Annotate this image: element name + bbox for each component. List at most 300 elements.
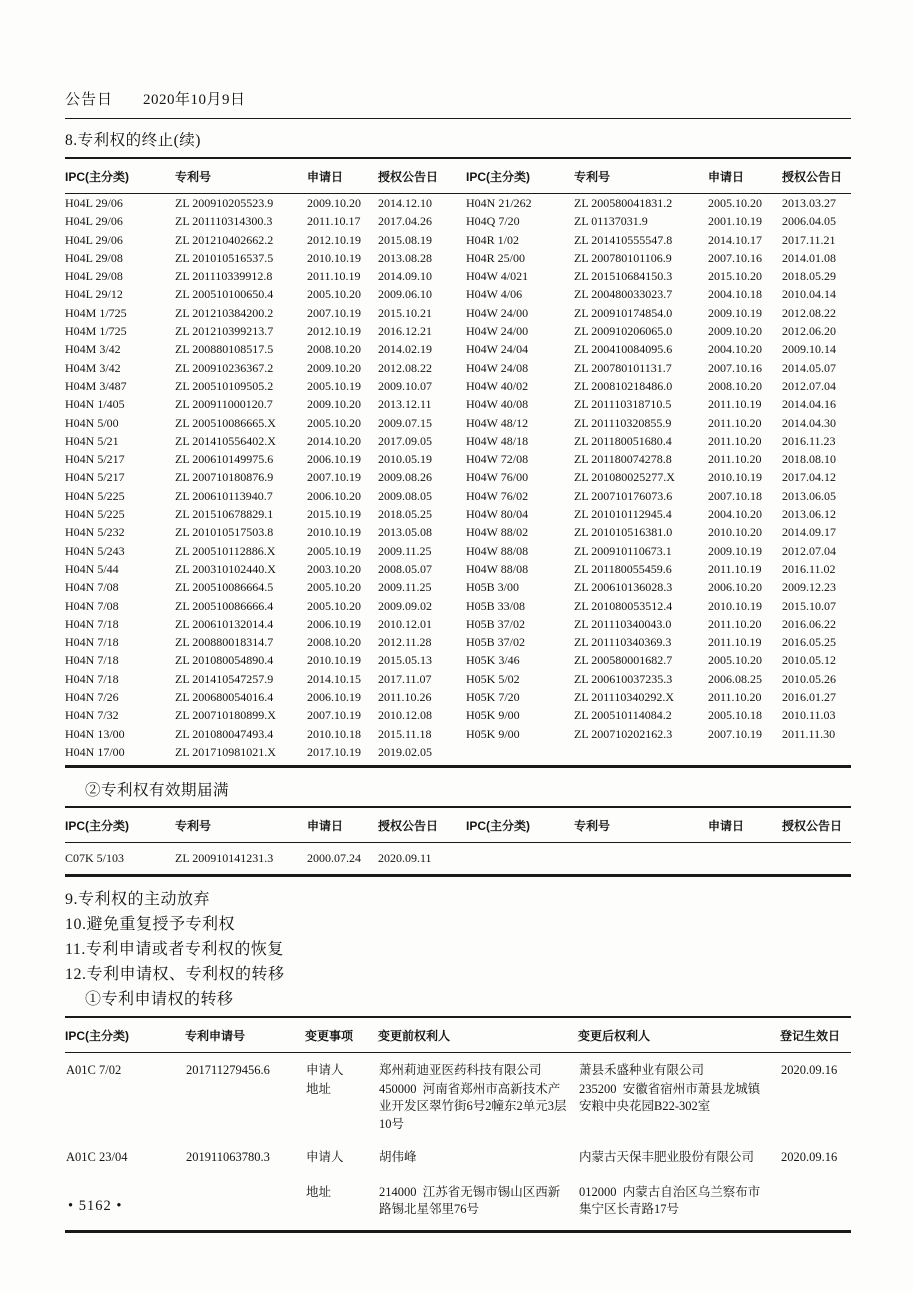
ipc-cell: H04L 29/06	[65, 196, 123, 210]
transfer-row	[65, 1053, 851, 1141]
filing-date-cell: 2006.08.25	[708, 671, 762, 686]
filing-date-cell: 2012.10.19	[307, 324, 361, 339]
filing-date-cell: 2009.10.20	[307, 196, 361, 210]
ipc-cell: H04N 21/262	[466, 196, 532, 210]
patent-number-cell: ZL 201410556402.X	[175, 433, 276, 448]
gazette-header	[65, 88, 851, 119]
section-8-title: 8.专利权的终止(续)	[65, 132, 201, 149]
ipc-cell: H05K 9/00	[466, 726, 520, 741]
patent-row	[65, 304, 851, 322]
grant-date-cell: 2016.11.23	[782, 433, 836, 448]
filing-date-cell: 2009.10.19	[708, 305, 762, 320]
transfer-header-row	[65, 1017, 851, 1053]
grant-date-cell: 2016.01.27	[782, 690, 836, 705]
grant-date-cell: 2020.09.11	[378, 851, 432, 866]
patent-number-cell: ZL 201080047493.4	[175, 726, 274, 741]
grant-date-cell: 2017.11.07	[378, 671, 432, 686]
patent-number-cell: ZL 200610136028.3	[574, 580, 673, 595]
change-item-label: 申请人	[306, 1063, 344, 1078]
filing-date-cell: 2009.10.20	[307, 397, 361, 412]
ipc-cell: H04W 24/04	[466, 342, 529, 357]
grant-date-cell: 2014.05.07	[782, 360, 836, 375]
column-header: 变更事项	[305, 1017, 378, 1053]
patent-number-cell: ZL 201510678829.1	[175, 507, 274, 522]
filing-date-cell: 2011.10.20	[708, 452, 762, 467]
ipc-cell: H04N 5/243	[65, 543, 125, 558]
patent-number-cell: ZL 200880018314.7	[175, 635, 274, 650]
filing-date-cell: 2012.10.19	[307, 232, 361, 247]
ipc-cell: H04W 4/021	[466, 269, 529, 284]
patent-row	[65, 560, 851, 578]
filing-date-cell: 2011.10.19	[307, 269, 361, 284]
ipc-cell: H04W 76/02	[466, 488, 529, 503]
grant-date-cell: 2014.04.30	[782, 415, 836, 430]
grant-date-cell: 2010.05.19	[378, 452, 432, 467]
patent-row	[65, 359, 851, 377]
patent-number-cell: ZL 200580041831.2	[574, 196, 673, 210]
address-after: 012000 内蒙古自治区乌兰察布市集宁区长青路17号	[579, 1184, 761, 1217]
expired-patents-table	[65, 806, 851, 877]
grant-date-cell: 2015.11.18	[378, 726, 432, 741]
patent-row	[65, 249, 851, 267]
change-item-label: 申请人	[306, 1150, 344, 1165]
column-header: 专利号	[175, 158, 307, 194]
ipc-cell: H04N 5/44	[65, 561, 119, 576]
filing-date-cell: 2011.10.17	[307, 214, 361, 229]
grant-date-cell: 2015.10.21	[378, 305, 432, 320]
filing-date-cell: 2017.10.19	[307, 744, 361, 759]
patent-number-cell: ZL 201110318710.5	[574, 397, 672, 412]
grant-date-cell: 2019.02.05	[378, 744, 432, 759]
ipc-cell: H04W 72/08	[466, 452, 529, 467]
patent-number-cell: ZL 200780101106.9	[574, 250, 672, 265]
filing-date-cell: 2001.10.19	[708, 214, 762, 229]
section-10-title: 10.避免重复授予专利权	[65, 916, 236, 934]
section-list	[65, 887, 851, 1012]
patent-number-cell	[574, 843, 708, 876]
address-after: 235200 安徽省宿州市萧县龙城镇安粮中央花园B22-302室	[579, 1081, 761, 1114]
ipc-cell: H04W 88/02	[466, 525, 529, 540]
grant-date-cell: 2010.11.03	[782, 708, 836, 723]
grant-date-cell: 2009.06.10	[378, 287, 432, 302]
patent-number-cell: ZL 201110340369.3	[574, 635, 672, 650]
ipc-cell: H04N 5/225	[65, 507, 125, 522]
application-transfer-table	[65, 1016, 851, 1233]
filing-date-cell: 2011.10.20	[708, 690, 762, 705]
ipc-cell: H04N 7/26	[65, 690, 119, 705]
column-header: 授权公告日	[782, 807, 851, 843]
filing-date-cell: 2005.10.20	[307, 415, 361, 430]
patent-row	[65, 597, 851, 615]
patent-number-cell: ZL 201180074278.8	[574, 452, 672, 467]
ipc-cell: H04N 5/217	[65, 470, 125, 485]
transfer-row	[65, 1140, 851, 1231]
column-header: IPC(主分类)	[65, 807, 175, 843]
patent-number-cell: ZL 201110320855.9	[574, 415, 672, 430]
grant-date-cell: 2014.09.17	[782, 525, 836, 540]
filing-date-cell: 2006.10.20	[307, 488, 361, 503]
patent-number-cell: ZL 200510114084.2	[574, 708, 672, 723]
patent-number-cell: ZL 200510109505.2	[175, 378, 274, 393]
patent-row	[65, 578, 851, 596]
ipc-cell: A01C 7/02	[66, 1063, 122, 1078]
patent-row	[65, 414, 851, 432]
filing-date-cell: 2005.10.19	[307, 378, 361, 393]
patent-row	[65, 725, 851, 743]
filing-date-cell: 2004.10.18	[708, 287, 762, 302]
ipc-cell: H04W 24/08	[466, 360, 529, 375]
gazette-date-value: 2020年10月9日	[143, 92, 246, 108]
ipc-cell: H04N 13/00	[65, 726, 125, 741]
grant-date-cell	[782, 843, 851, 876]
grant-date-cell: 2014.12.10	[378, 196, 432, 210]
patent-number-cell: ZL 200410084095.6	[574, 342, 673, 357]
grant-date-cell: 2009.07.15	[378, 415, 432, 430]
grant-date-cell: 2006.04.05	[782, 214, 836, 229]
transfer-table-body	[65, 1053, 851, 1232]
filing-date-cell: 2015.10.20	[708, 269, 762, 284]
column-header: 专利号	[175, 807, 307, 843]
grant-date-cell: 2016.06.22	[782, 616, 836, 631]
ipc-cell: H04N 5/232	[65, 525, 125, 540]
patent-number-cell: ZL 201080025277.X	[574, 470, 675, 485]
grant-date-cell: 2012.07.04	[782, 378, 836, 393]
patent-row	[65, 212, 851, 230]
filing-date-cell: 2009.10.20	[708, 324, 762, 339]
patent-number-cell: ZL 200680054016.4	[175, 690, 274, 705]
patent-number-cell: ZL 200910206065.0	[574, 324, 673, 339]
filing-date-cell: 2009.10.20	[307, 360, 361, 375]
column-header: 授权公告日	[782, 158, 851, 194]
patent-number-cell: ZL 201080053512.4	[574, 598, 673, 613]
patent-row	[65, 670, 851, 688]
patent-number-cell: ZL 201010516381.0	[574, 525, 673, 540]
ipc-cell: H04N 5/00	[65, 415, 119, 430]
patent-number-cell: ZL 201210402662.2	[175, 232, 274, 247]
patent-number-cell: ZL 200810218486.0	[574, 378, 673, 393]
filing-date-cell: 2005.10.20	[307, 580, 361, 595]
patent-number-cell	[574, 743, 708, 767]
column-header: 授权公告日	[378, 158, 466, 194]
filing-date-cell: 2010.10.18	[307, 726, 361, 741]
page-number: • 5162 •	[68, 1198, 123, 1214]
patent-number-cell: ZL 200910236367.2	[175, 360, 274, 375]
ipc-cell: H04W 40/02	[466, 378, 529, 393]
filing-date-cell: 2008.10.20	[708, 378, 762, 393]
change-item-label: 地址	[306, 1081, 332, 1096]
patent-number-cell: ZL 201010516537.5	[175, 250, 274, 265]
section-expired-title: ②专利权有效期届满	[85, 782, 230, 800]
patent-row	[65, 706, 851, 724]
patent-row	[65, 322, 851, 340]
ipc-cell: H04W 88/08	[466, 543, 529, 558]
patent-number-cell: ZL 200910205523.9	[175, 196, 274, 210]
ipc-cell: C07K 5/103	[65, 851, 125, 866]
ipc-cell: H04L 29/12	[65, 287, 123, 302]
filing-date-cell: 2011.10.20	[708, 415, 762, 430]
rights-holder-after: 萧县禾盛种业有限公司	[579, 1063, 705, 1078]
grant-date-cell: 2009.08.05	[378, 488, 432, 503]
ipc-cell	[466, 743, 574, 767]
ipc-cell: H04N 5/225	[65, 488, 125, 503]
patent-row	[65, 267, 851, 285]
filing-date-cell: 2011.10.20	[708, 616, 762, 631]
filing-date-cell: 2010.10.19	[307, 525, 361, 540]
ipc-cell: H04M 3/42	[65, 342, 121, 357]
patent-row	[65, 843, 851, 876]
patent-number-cell: ZL 201110339912.8	[175, 269, 273, 284]
patent-row	[65, 194, 851, 213]
grant-date-cell: 2015.05.13	[378, 653, 432, 668]
patent-number-cell: ZL 201710981021.X	[175, 744, 276, 759]
grant-date-cell: 2011.11.30	[782, 726, 836, 741]
column-header: 变更后权利人	[578, 1017, 780, 1053]
patent-number-cell: ZL 200610037235.3	[574, 671, 673, 686]
ipc-cell: H04N 7/32	[65, 708, 119, 723]
grant-date-cell	[782, 743, 851, 767]
ipc-cell: H04R 25/00	[466, 250, 526, 265]
column-header: IPC(主分类)	[466, 158, 574, 194]
ipc-cell: H04N 1/405	[65, 397, 125, 412]
change-details-grid	[305, 1053, 780, 1134]
ipc-cell: A01C 23/04	[66, 1150, 128, 1165]
filing-date-cell: 2010.10.19	[307, 250, 361, 265]
column-header: IPC(主分类)	[466, 807, 574, 843]
address-before: 214000 江苏省无锡市锡山区西新路锡北星邻里76号	[379, 1184, 561, 1217]
patent-row	[65, 615, 851, 633]
application-number-cell: 201911063780.3	[186, 1150, 270, 1165]
ipc-cell: H04W 76/00	[466, 470, 529, 485]
grant-date-cell: 2015.08.19	[378, 232, 432, 247]
patent-number-cell: ZL 200710176073.6	[574, 488, 673, 503]
patent-number-cell: ZL 201410555547.8	[574, 232, 673, 247]
change-item-row	[305, 1081, 780, 1135]
rights-holder-after: 内蒙古天保丰肥业股份有限公司	[579, 1150, 755, 1165]
filing-date-cell: 2011.10.19	[708, 397, 762, 412]
grant-date-cell: 2017.11.21	[782, 232, 836, 247]
change-details-cell	[305, 1053, 780, 1141]
filing-date-cell: 2014.10.17	[708, 232, 762, 247]
column-header: 授权公告日	[378, 807, 466, 843]
filing-date-cell: 2005.10.18	[708, 708, 762, 723]
filing-date-cell: 2014.10.15	[307, 671, 361, 686]
patent-row	[65, 542, 851, 560]
ipc-cell: H04M 3/487	[65, 378, 127, 393]
column-header: 申请日	[307, 807, 378, 843]
grant-date-cell: 2009.10.14	[782, 342, 836, 357]
page-content	[65, 0, 851, 1233]
filing-date-cell	[708, 843, 782, 876]
patent-number-cell: ZL 201110314300.3	[175, 214, 273, 229]
patent-row	[65, 487, 851, 505]
ipc-cell: H04N 7/18	[65, 653, 119, 668]
grant-date-cell: 2010.05.26	[782, 671, 836, 686]
grant-date-cell: 2014.04.16	[782, 397, 836, 412]
filing-date-cell: 2005.10.20	[708, 196, 762, 210]
patent-number-cell: ZL 200910110673.1	[574, 543, 672, 558]
patent-number-cell: ZL 201210384200.2	[175, 305, 274, 320]
ipc-cell: H04M 1/725	[65, 324, 127, 339]
patent-row	[65, 285, 851, 303]
filing-date-cell: 2015.10.19	[307, 507, 361, 522]
grant-date-cell: 2008.05.07	[378, 561, 432, 576]
patent-row	[65, 377, 851, 395]
patent-number-cell: ZL 200310102440.X	[175, 561, 276, 576]
ipc-cell: H05B 33/08	[466, 598, 526, 613]
patent-number-cell: ZL 200910174854.0	[574, 305, 673, 320]
patent-row	[65, 633, 851, 651]
ipc-cell: H04Q 7/20	[466, 214, 520, 229]
ipc-cell: H04N 7/08	[65, 598, 119, 613]
address-before: 450000 河南省郑州市高新技术产业开发区翠竹街6号2幢东2单元3层10号	[379, 1081, 567, 1131]
expired-table-body	[65, 843, 851, 876]
filing-date-cell: 2011.10.20	[708, 433, 762, 448]
grant-date-cell: 2017.04.12	[782, 470, 836, 485]
ipc-cell: H04N 7/18	[65, 671, 119, 686]
patent-number-cell: ZL 200710180876.9	[175, 470, 274, 485]
filing-date-cell: 2006.10.19	[307, 690, 361, 705]
grant-date-cell: 2009.10.07	[378, 378, 432, 393]
filing-date-cell: 2010.10.19	[307, 653, 361, 668]
ipc-cell: H05K 5/02	[466, 671, 520, 686]
ipc-cell: H04W 88/08	[466, 561, 529, 576]
patent-number-cell: ZL 200510086665.X	[175, 415, 276, 430]
patent-number-cell: ZL 201010517503.8	[175, 525, 274, 540]
rights-holder-before: 胡伟峰	[379, 1150, 417, 1165]
change-item-label: 地址	[306, 1184, 332, 1199]
patent-number-cell: ZL 200480033023.7	[574, 287, 673, 302]
filing-date-cell: 2007.10.19	[708, 726, 762, 741]
column-header: IPC(主分类)	[65, 1017, 185, 1053]
ipc-cell: H04N 17/00	[65, 744, 125, 759]
grant-date-cell: 2012.08.22	[378, 360, 432, 375]
column-header: 申请日	[708, 158, 782, 194]
ipc-cell: H05K 3/46	[466, 653, 520, 668]
filing-date-cell: 2006.10.19	[307, 616, 361, 631]
filing-date-cell: 2011.10.19	[708, 635, 762, 650]
grant-date-cell: 2010.12.08	[378, 708, 432, 723]
patent-number-cell: ZL 200910141231.3	[175, 851, 274, 866]
patent-number-cell: ZL 200510100650.4	[175, 287, 274, 302]
filing-date-cell: 2014.10.20	[307, 433, 361, 448]
patent-number-cell: ZL 201110340043.0	[574, 616, 672, 631]
filing-date-cell: 2010.10.19	[708, 470, 762, 485]
grant-date-cell: 2009.09.02	[378, 598, 432, 613]
grant-date-cell: 2016.12.21	[378, 324, 432, 339]
grant-date-cell: 2010.04.14	[782, 287, 836, 302]
patent-row	[65, 450, 851, 468]
ipc-cell: H04W 24/00	[466, 305, 529, 320]
ipc-cell: H05B 3/00	[466, 580, 520, 595]
patent-number-cell: ZL 200880108517.5	[175, 342, 274, 357]
patent-number-cell: ZL 200710202162.3	[574, 726, 673, 741]
patent-row	[65, 743, 851, 767]
section-12-1-title: ①专利申请权的转移	[85, 991, 234, 1009]
grant-date-cell: 2017.04.26	[378, 214, 432, 229]
grant-date-cell: 2009.08.26	[378, 470, 432, 485]
change-item-row	[305, 1053, 780, 1081]
terminated-table-body	[65, 194, 851, 767]
ipc-cell: H04W 40/08	[466, 397, 529, 412]
patent-row	[65, 468, 851, 486]
ipc-cell: H05B 37/02	[466, 616, 526, 631]
grant-date-cell: 2010.12.01	[378, 616, 432, 631]
column-header: IPC(主分类)	[65, 158, 175, 194]
grant-date-cell: 2013.05.08	[378, 525, 432, 540]
filing-date-cell: 2008.10.20	[307, 342, 361, 357]
patent-number-cell: ZL 201080054890.4	[175, 653, 274, 668]
patent-row	[65, 523, 851, 541]
filing-date-cell: 2009.10.19	[708, 543, 762, 558]
patent-number-cell: ZL 200610113940.7	[175, 488, 273, 503]
filing-date-cell: 2007.10.19	[307, 305, 361, 320]
column-header: 申请日	[307, 158, 378, 194]
grant-date-cell: 2018.05.29	[782, 269, 836, 284]
section-9-title: 9.专利权的主动放弃	[65, 891, 211, 909]
grant-date-cell: 2015.10.07	[782, 598, 836, 613]
filing-date-cell: 2004.10.20	[708, 342, 762, 357]
ipc-cell: H04N 7/18	[65, 616, 119, 631]
patent-number-cell: ZL 200911000120.7	[175, 397, 273, 412]
grant-date-cell: 2009.11.25	[378, 543, 432, 558]
column-header: 登记生效日	[780, 1017, 851, 1053]
rights-holder-before: 郑州莉迪亚医药科技有限公司	[379, 1063, 542, 1078]
ipc-cell: H04L 29/08	[65, 269, 123, 284]
filing-date-cell: 2010.10.19	[708, 598, 762, 613]
grant-date-cell: 2009.12.23	[782, 580, 836, 595]
patent-number-cell: ZL 01137031.9	[574, 214, 648, 229]
filing-date-cell: 2005.10.20	[708, 653, 762, 668]
effective-date-cell: 2020.09.16	[781, 1063, 838, 1078]
ipc-cell: H04N 5/217	[65, 452, 125, 467]
grant-date-cell: 2012.06.20	[782, 324, 836, 339]
patent-number-cell: ZL 200780101131.7	[574, 360, 672, 375]
filing-date-cell: 2005.10.20	[307, 287, 361, 302]
effective-date-cell: 2020.09.16	[781, 1150, 838, 1165]
column-header: 专利号	[574, 158, 708, 194]
ipc-cell: H04L 29/08	[65, 250, 123, 265]
filing-date-cell: 2007.10.19	[307, 470, 361, 485]
grant-date-cell: 2011.10.26	[378, 690, 432, 705]
filing-date-cell: 2005.10.20	[307, 598, 361, 613]
patent-number-cell: ZL 200580001682.7	[574, 653, 673, 668]
patent-row	[65, 432, 851, 450]
grant-date-cell: 2013.12.11	[378, 397, 432, 412]
application-number-cell: 201711279456.6	[186, 1063, 270, 1078]
filing-date-cell: 2007.10.18	[708, 488, 762, 503]
grant-date-cell: 2018.05.25	[378, 507, 432, 522]
filing-date-cell: 2003.10.20	[307, 561, 361, 576]
patent-number-cell: ZL 200610149975.6	[175, 452, 274, 467]
filing-date-cell: 2000.07.24	[307, 851, 361, 866]
patent-number-cell: ZL 200710180899.X	[175, 708, 276, 723]
patent-row	[65, 231, 851, 249]
filing-date-cell: 2010.10.20	[708, 525, 762, 540]
ipc-cell: H04W 4/06	[466, 287, 523, 302]
terminated-patents-table	[65, 157, 851, 768]
ipc-cell: H04W 48/18	[466, 433, 529, 448]
grant-date-cell: 2009.11.25	[378, 580, 432, 595]
ipc-cell: H05K 7/20	[466, 690, 520, 705]
grant-date-cell: 2016.11.02	[782, 561, 836, 576]
ipc-cell	[466, 843, 574, 876]
section-11-title: 11.专利申请或者专利权的恢复	[65, 941, 284, 959]
terminated-header-row	[65, 158, 851, 194]
grant-date-cell: 2013.03.27	[782, 196, 836, 210]
ipc-cell: H04L 29/06	[65, 214, 123, 229]
patent-number-cell: ZL 201510684150.3	[574, 269, 673, 284]
patent-number-cell: ZL 201210399213.7	[175, 324, 274, 339]
